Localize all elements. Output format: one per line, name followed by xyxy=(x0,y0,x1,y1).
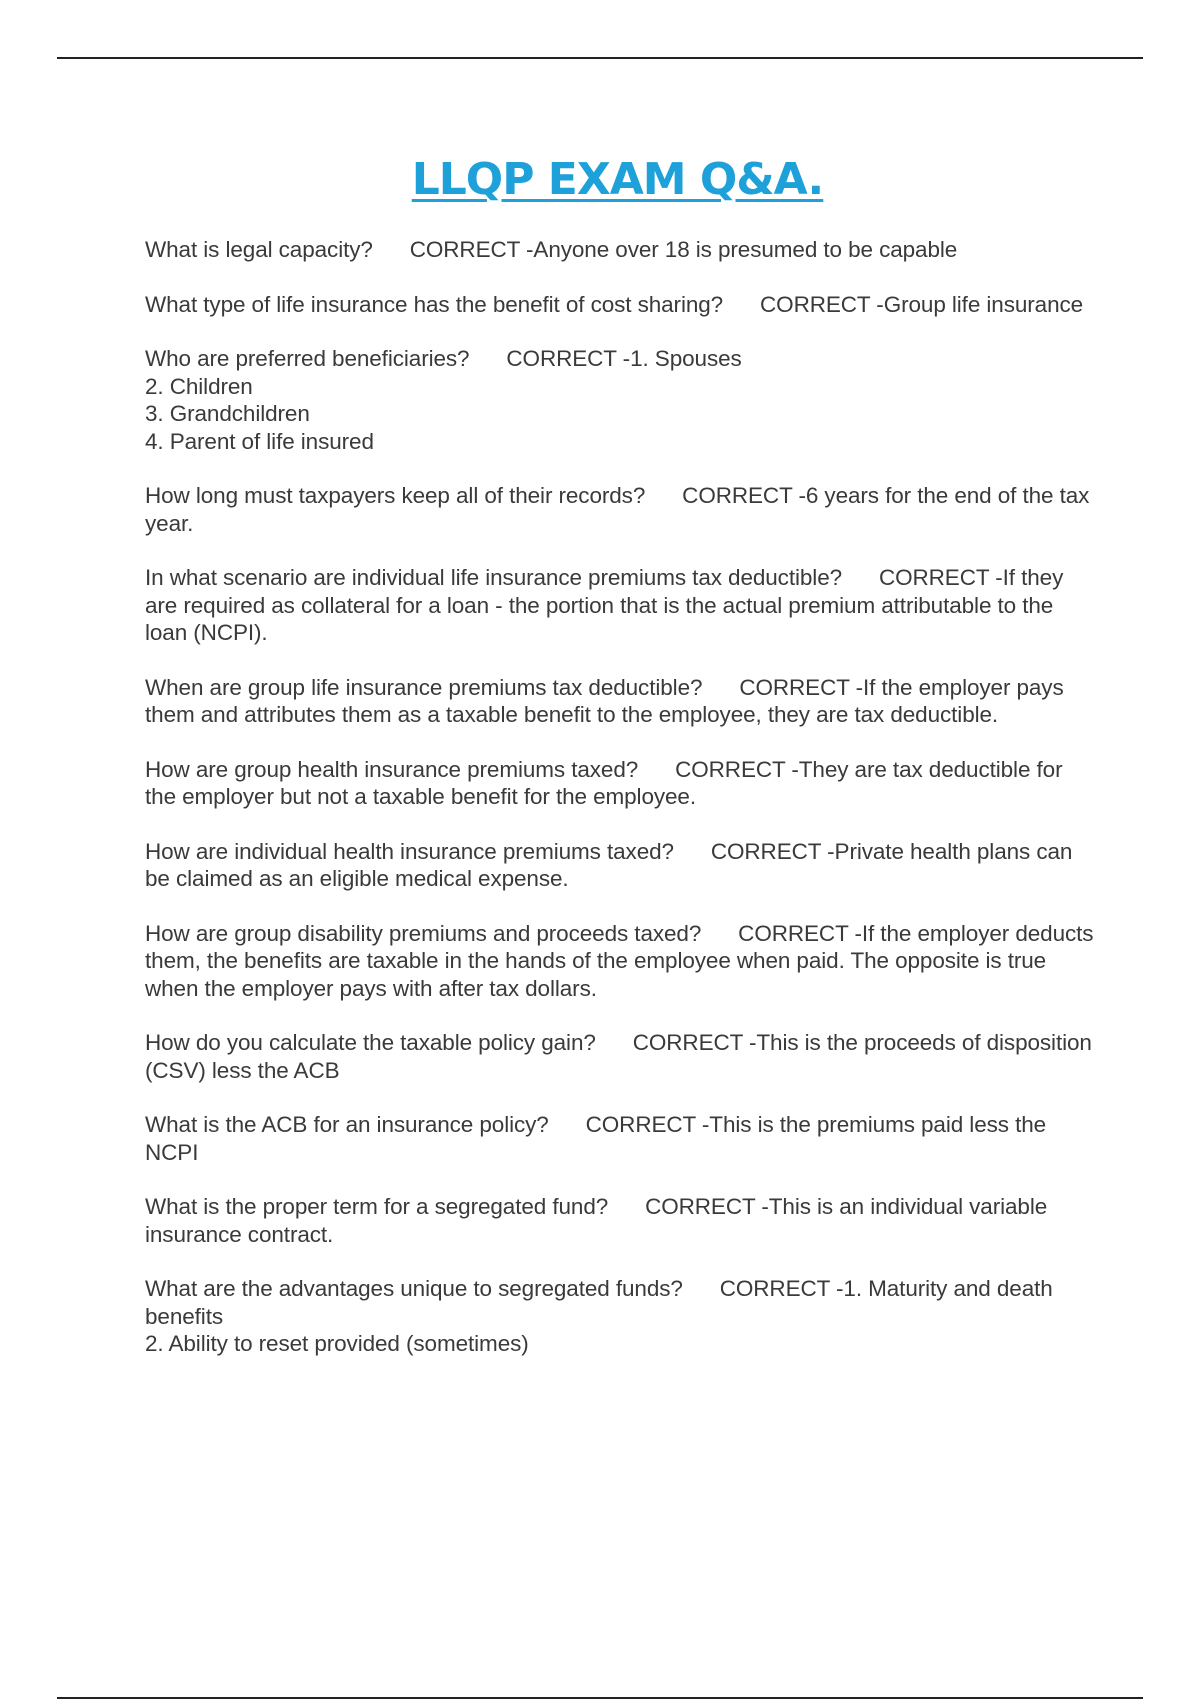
qa-item xyxy=(145,482,1095,537)
qa-item xyxy=(145,1193,1095,1248)
answer-text: CORRECT -Group life insurance xyxy=(760,291,1084,317)
qa-item xyxy=(145,756,1095,811)
answer-text: CORRECT -If the employer pays them and attributes them as a taxable benefit to the employee, they are tax deductible. xyxy=(145,674,1064,727)
question-text: How are group health insurance premiums taxed? xyxy=(145,756,639,782)
question-text: How are group disability premiums and proceeds taxed? xyxy=(145,920,702,946)
page-title xyxy=(0,150,1200,210)
answer-text: CORRECT -Anyone over 18 is presumed to be capable xyxy=(409,237,958,262)
qa-item xyxy=(145,1029,1095,1084)
answer-text: CORRECT -This is an individual variable insurance contract. xyxy=(145,1194,1048,1247)
qa-item xyxy=(145,345,1095,455)
qa-item xyxy=(145,920,1095,1003)
answer-text: CORRECT -1. Spouses 2. Children 3. Grandchildren 4. Parent of life insured xyxy=(145,346,742,454)
answer-text: CORRECT -If they are required as collateral for a loan - the portion that is the actual premium attributable to the loan (NCPI). xyxy=(145,565,1064,645)
question-text: How are individual health insurance premiums taxed? xyxy=(145,838,674,864)
question-text: When are group life insurance premiums tax deductible? xyxy=(145,674,703,700)
question-text: What is the ACB for an insurance policy? xyxy=(145,1112,549,1137)
answer-text: CORRECT -6 years for the end of the tax year. xyxy=(145,483,1090,536)
answer-text: CORRECT -If the employer deducts them, the benefits are taxable in the hands of the employee when paid. The opposite is true when the employer pays with after tax dollars. xyxy=(145,920,1094,1001)
question-text: Who are preferred beneficiaries? xyxy=(145,346,470,371)
top-rule xyxy=(57,57,1143,59)
qa-item xyxy=(145,564,1095,647)
qa-item xyxy=(145,838,1095,893)
question-text: What type of life insurance has the benefit of cost sharing? xyxy=(145,291,724,317)
qa-list xyxy=(145,236,1095,1385)
answer-text: CORRECT -They are tax deductible for the employer but not a taxable benefit for the employee. xyxy=(145,756,1063,809)
question-text: How long must taxpayers keep all of their records? xyxy=(145,483,646,508)
page-title-text: LLQP EXAM Q&A. xyxy=(411,154,824,205)
answer-text: CORRECT -This is the premiums paid less the NCPI xyxy=(145,1112,1047,1165)
question-text: What is the proper term for a segregated fund? xyxy=(145,1194,609,1219)
answer-text: CORRECT -This is the proceeds of disposition (CSV) less the ACB xyxy=(145,1030,1092,1083)
qa-item xyxy=(145,291,1095,319)
question-text: In what scenario are individual life insurance premiums tax deductible? xyxy=(145,565,843,590)
answer-text: CORRECT -Private health plans can be claimed as an eligible medical expense. xyxy=(145,838,1073,891)
question-text: What are the advantages unique to segregated funds? xyxy=(145,1276,683,1301)
bottom-rule xyxy=(57,1697,1143,1699)
qa-item xyxy=(145,1111,1095,1166)
qa-item xyxy=(145,674,1095,729)
qa-item xyxy=(145,236,1095,264)
question-text: What is legal capacity? xyxy=(145,237,373,262)
answer-text: CORRECT -1. Maturity and death benefits 2. Ability to reset provided (sometimes) xyxy=(145,1276,1053,1356)
question-text: How do you calculate the taxable policy gain? xyxy=(145,1030,596,1055)
qa-item xyxy=(145,1275,1095,1358)
